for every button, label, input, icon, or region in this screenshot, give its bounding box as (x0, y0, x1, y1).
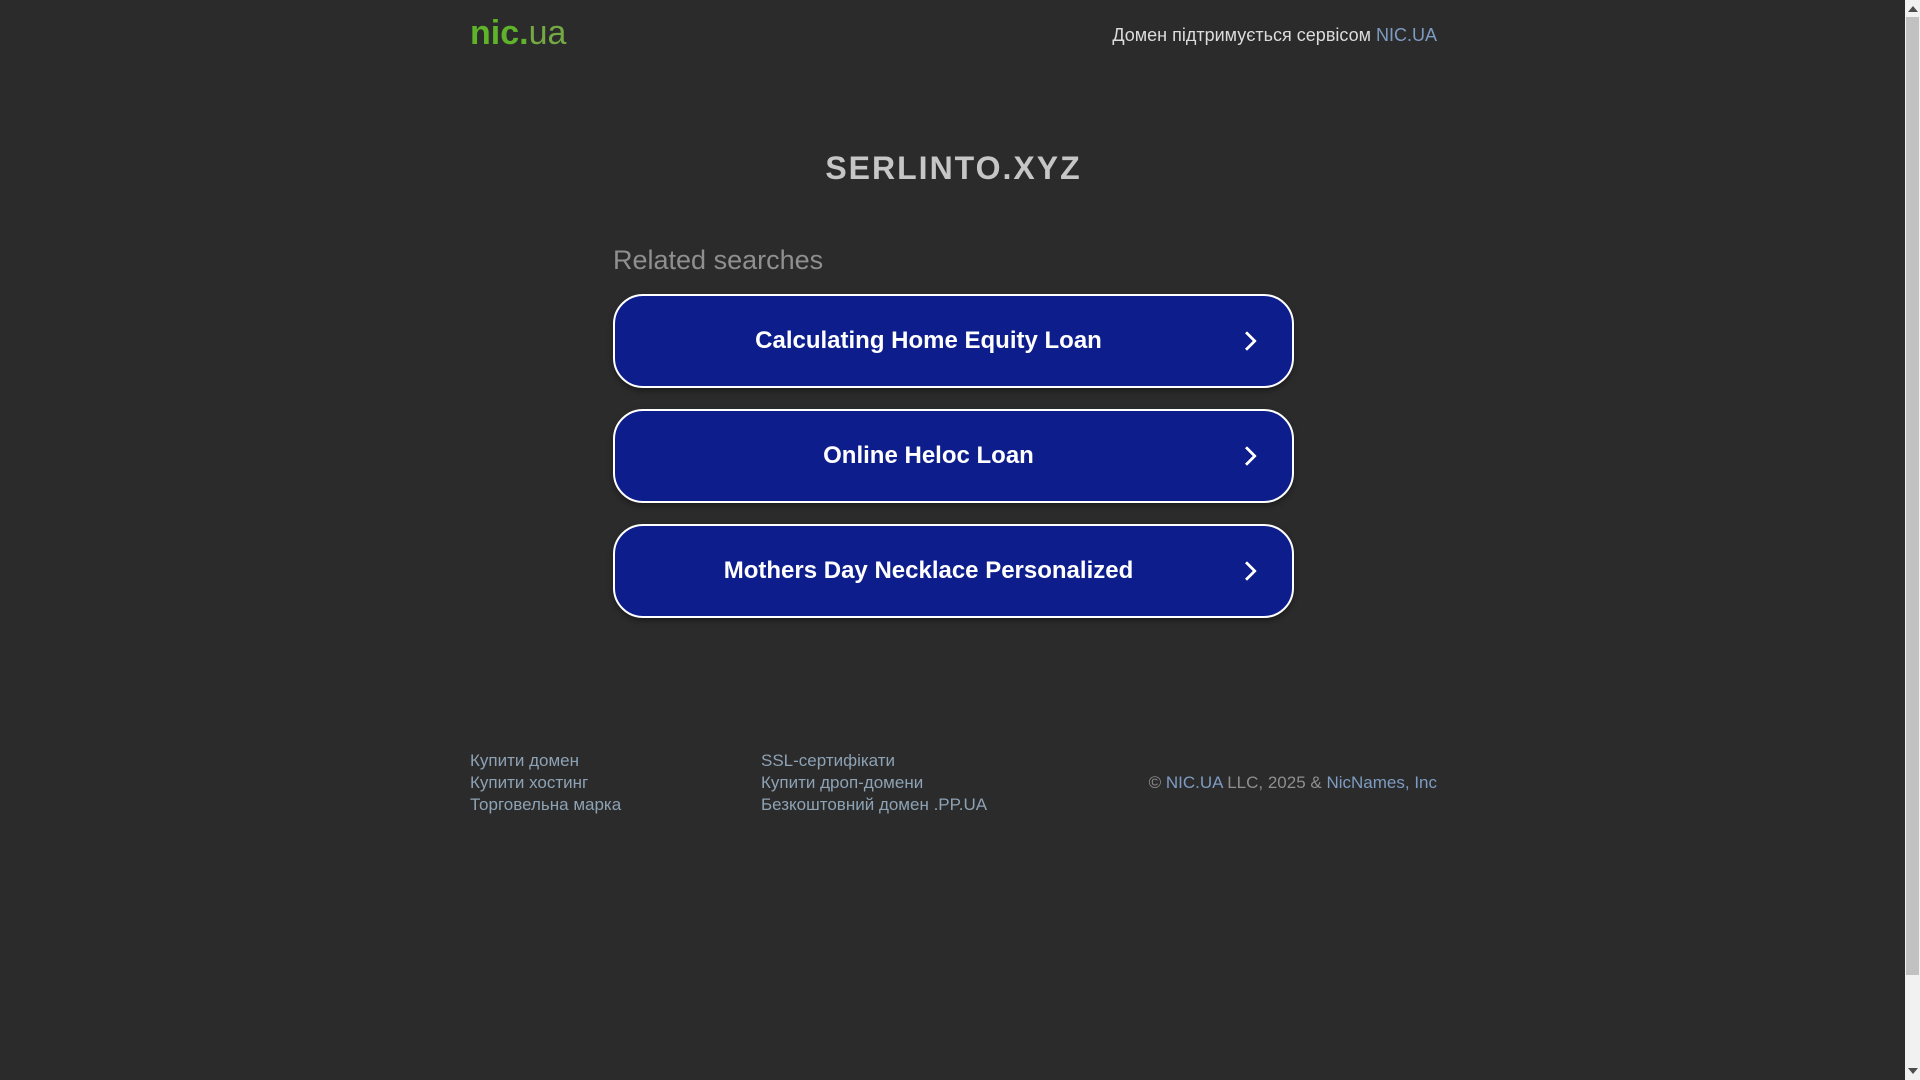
footer-link-buy-hosting[interactable]: Купити хостинг (470, 773, 589, 792)
vertical-scrollbar-track[interactable] (1905, 0, 1920, 1080)
scroll-down-arrow-icon[interactable] (1908, 1068, 1918, 1074)
related-search-button-2[interactable] (613, 409, 1294, 503)
footer-link-ssl-certificates[interactable]: SSL-сертифікати (761, 751, 896, 770)
nicua-copyright-link[interactable]: NIC.UA (1165, 773, 1223, 792)
footer-link-buy-domain[interactable]: Купити домен (470, 751, 580, 770)
logo-part-ua: ua (528, 14, 567, 52)
related-searches-list (613, 294, 1294, 618)
page-container (470, 0, 1437, 1080)
domain-support-text (1112, 25, 1437, 46)
related-search-button-3[interactable] (613, 524, 1294, 618)
scroll-up-arrow-icon[interactable] (1908, 6, 1918, 12)
footer-link-drop-domains[interactable]: Купити дроп-домени (761, 773, 924, 792)
copyright-symbol: © (1148, 773, 1166, 792)
page-title: SERLINTO.XYZ (825, 150, 1082, 186)
related-search-label: Mothers Day Necklace Personalized (723, 557, 1134, 584)
related-search-button-1[interactable] (613, 294, 1294, 388)
copyright-middle-text: LLC, 2025 & (1222, 773, 1327, 792)
nicua-logo[interactable] (470, 14, 566, 53)
related-searches-heading: Related searches (613, 245, 824, 275)
related-search-label: Online Heloc Loan (823, 442, 1034, 469)
support-label: Домен підтримується сервісом (1112, 25, 1371, 45)
footer-link-trademark[interactable]: Торговельна марка (470, 795, 622, 814)
related-search-label: Calculating Home Equity Loan (755, 327, 1102, 354)
nicnames-link[interactable]: NicNames, Inc (1326, 773, 1437, 792)
nicua-header-link[interactable]: NIC.UA (1375, 25, 1437, 45)
footer-column-1 (470, 750, 621, 816)
vertical-scrollbar-thumb[interactable] (1906, 17, 1919, 975)
footer-column-2 (761, 750, 987, 816)
copyright-notice (1149, 772, 1437, 794)
footer-link-free-ppua-domain[interactable]: Безкоштовний домен .PP.UA (761, 795, 988, 814)
logo-part-nic: nic. (470, 14, 529, 52)
